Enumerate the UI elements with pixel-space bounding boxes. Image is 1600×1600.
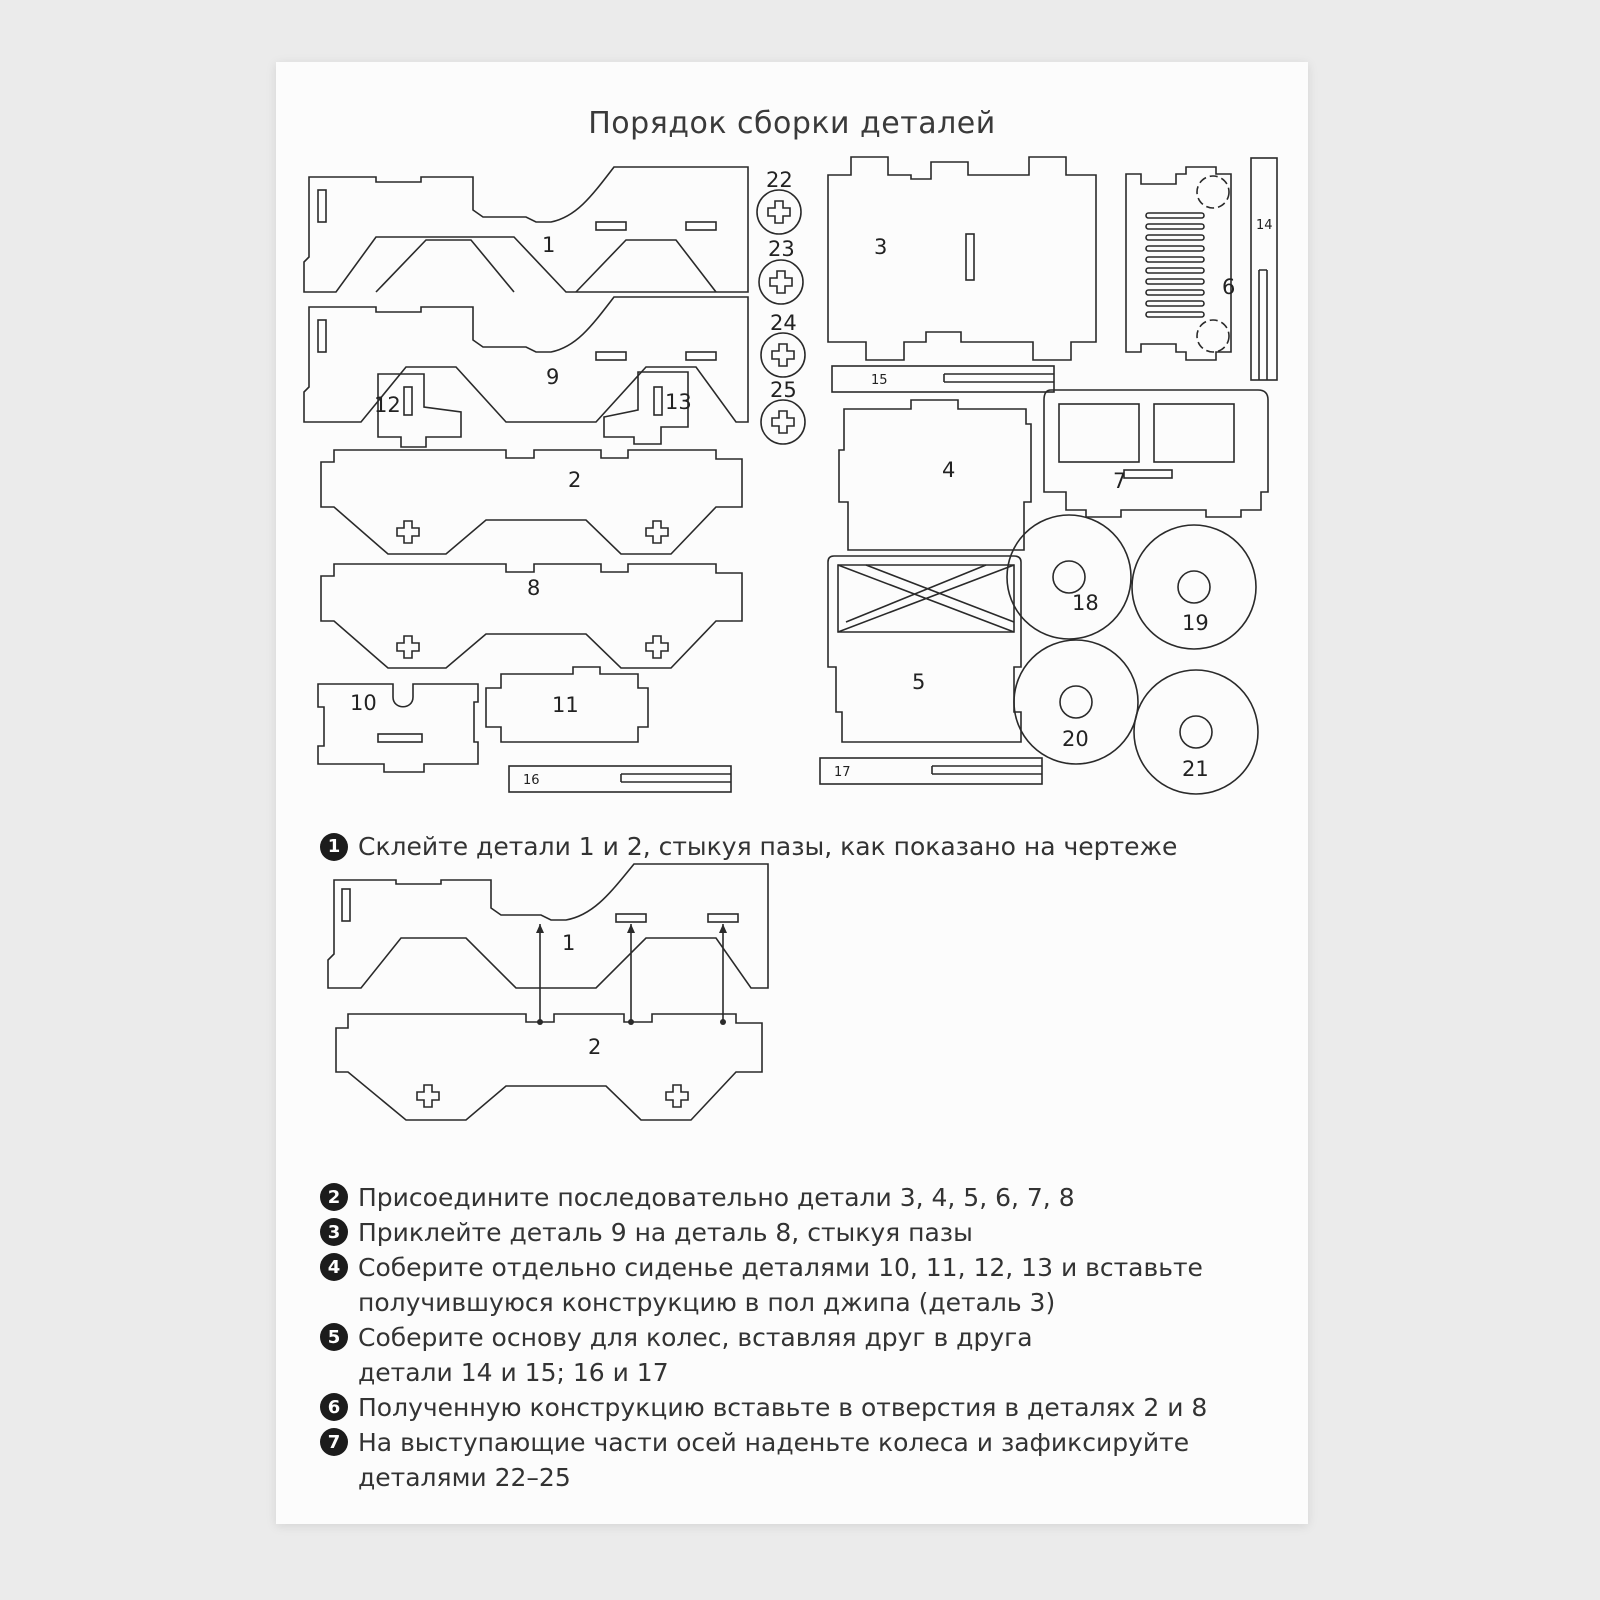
part-label-19: 19	[1182, 611, 1209, 635]
part-label-25: 25	[770, 378, 797, 402]
part-6-grille-panel	[1126, 167, 1235, 360]
page-title: Порядок сборки деталей	[588, 106, 996, 141]
part-label-22: 22	[766, 168, 793, 192]
step-6	[320, 1390, 1280, 1425]
step-number-badge: 4	[320, 1253, 348, 1281]
part-label-16: 16	[523, 773, 540, 788]
part-15-axle-strip	[832, 366, 1054, 392]
part-19-wheel	[1132, 525, 1256, 649]
step-text: Присоедините последовательно детали 3, 4, 5, 6, 7, 8	[358, 1183, 1075, 1212]
part-label-2: 2	[568, 468, 582, 492]
step-number-badge: 6	[320, 1393, 348, 1421]
step1-part-label-1: 1	[562, 931, 576, 955]
part-3-floor-panel	[828, 157, 1096, 360]
part-label-10: 10	[350, 691, 377, 715]
part-25-disc	[761, 378, 805, 444]
part-10-seat-part	[318, 684, 478, 772]
step-text: Соберите основу для колес, вставляя друг в друга детали 14 и 15; 16 и 17	[358, 1323, 1033, 1387]
step-4	[320, 1250, 1280, 1320]
step-text: Склейте детали 1 и 2, стыкуя пазы, как показано на чертеже	[358, 832, 1178, 861]
part-20-wheel	[1014, 640, 1138, 764]
part-label-4: 4	[942, 458, 956, 482]
part-21-wheel	[1134, 670, 1258, 794]
step-number-badge: 5	[320, 1323, 348, 1351]
part-18-wheel	[1007, 515, 1131, 639]
part-label-12: 12	[374, 393, 401, 417]
step-7	[320, 1425, 1280, 1495]
part-label-7: 7	[1113, 469, 1127, 493]
part-label-9: 9	[546, 365, 560, 389]
part-14-axle-strip	[1251, 158, 1277, 380]
step-number-badge: 7	[320, 1428, 348, 1456]
step-number-badge: 1	[320, 833, 348, 861]
step-number-badge: 2	[320, 1183, 348, 1211]
part-11-seat-part	[486, 667, 648, 742]
part-label-6: 6	[1222, 275, 1236, 299]
part-8-base-panel	[321, 564, 742, 668]
part-label-23: 23	[768, 237, 795, 261]
part-label-21: 21	[1182, 757, 1209, 781]
step1-part-label-2: 2	[588, 1035, 602, 1059]
part-label-18: 18	[1072, 591, 1099, 615]
part-7-window-frame	[1044, 390, 1268, 517]
part-24-disc	[761, 311, 805, 377]
part-17-axle-strip	[820, 758, 1042, 784]
part-16-axle-strip	[509, 766, 731, 792]
step-2	[320, 1180, 1280, 1215]
part-label-1: 1	[542, 233, 556, 257]
part-label-20: 20	[1062, 727, 1089, 751]
part-4-body-panel	[839, 400, 1031, 550]
part-9-side-panel	[304, 297, 748, 447]
step-text: На выступающие части осей наденьте колеса и зафиксируйте деталями 22–25	[358, 1428, 1190, 1492]
part-1-side-panel	[304, 167, 748, 292]
part-label-13: 13	[665, 390, 692, 414]
step1-assembly-drawing	[328, 864, 768, 1120]
part-label-11: 11	[552, 693, 579, 717]
step-number-badge: 3	[320, 1218, 348, 1246]
part-label-17: 17	[834, 765, 851, 780]
steps-list	[320, 1180, 1280, 1495]
part-label-8: 8	[527, 576, 541, 600]
part-label-14: 14	[1256, 218, 1273, 233]
part-5-windshield-panel	[828, 556, 1021, 742]
step-text: Приклейте деталь 9 на деталь 8, стыкуя пазы	[358, 1218, 973, 1247]
step-text: Соберите отдельно сиденье деталями 10, 11, 12, 13 и вставьте получившуюся конструкцию в пол джипа (деталь 3)	[358, 1253, 1203, 1317]
part-label-24: 24	[770, 311, 797, 335]
part-23-disc	[759, 237, 803, 304]
step-3	[320, 1215, 1280, 1250]
part-22-disc	[757, 168, 801, 234]
part-label-3: 3	[874, 235, 888, 259]
part-label-15: 15	[871, 373, 888, 388]
step-1	[320, 832, 1177, 861]
step-5	[320, 1320, 1280, 1390]
part-2-base-panel	[321, 450, 742, 554]
instruction-sheet	[276, 62, 1308, 1524]
step-text: Полученную конструкцию вставьте в отверстия в деталях 2 и 8	[358, 1393, 1208, 1422]
part-label-5: 5	[912, 670, 926, 694]
